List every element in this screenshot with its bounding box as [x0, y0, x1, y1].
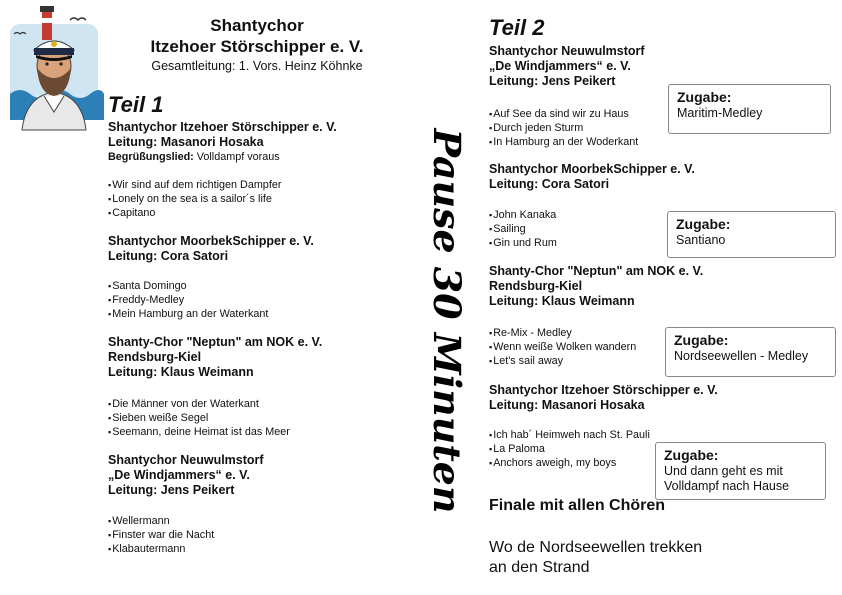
- encore-label: Zugabe:: [677, 89, 732, 105]
- list-item: ▪ Sailing: [489, 222, 557, 236]
- encore-song-line2: Volldampf nach Hause: [664, 479, 790, 493]
- choir-name: Shantychor Neuwulmstorf: [108, 453, 264, 467]
- closing-song: [489, 538, 702, 578]
- list-item: ▪ Die Männer von der Waterkant: [108, 397, 290, 411]
- choir-name: Shantychor Itzehoer Störschipper e. V.: [489, 383, 718, 397]
- part2-block2-songs: [489, 208, 557, 250]
- list-item: ▪ La Paloma: [489, 442, 650, 456]
- part2-block4-songs: [489, 428, 650, 470]
- encore-song: Santiano: [676, 233, 726, 247]
- header-subtitle: Gesamtleitung: 1. Vors. Heinz Köhnke: [151, 59, 363, 73]
- part1-heading: Teil 1: [108, 92, 164, 117]
- conductor: Leitung: Masanori Hosaka: [489, 398, 645, 412]
- list-item: ▪ John Kanaka: [489, 208, 557, 222]
- list-item: ▪ In Hamburg an der Woderkant: [489, 135, 638, 149]
- encore-box-2: [667, 211, 836, 258]
- choir-name-2: „De Windjammers“ e. V.: [108, 468, 250, 482]
- pause-banner: [425, 126, 469, 516]
- conductor: Leitung: Masanori Hosaka: [108, 135, 264, 149]
- list-item: ▪ Wir sind auf dem richtigen Dampfer: [108, 178, 281, 192]
- choir-name: Shantychor Itzehoer Störschipper e. V.: [108, 120, 337, 134]
- list-item: ▪ Lonely on the sea is a sailor´s life: [108, 192, 281, 206]
- finale-heading: Finale mit allen Chören: [489, 497, 666, 514]
- header-title-line2: Itzehoer Störschipper e. V.: [150, 37, 364, 56]
- list-item: ▪ Finster war die Nacht: [108, 528, 214, 542]
- conductor: Leitung: Klaus Weimann: [489, 294, 635, 308]
- part1-block2-header: [108, 234, 314, 264]
- encore-song: Maritim-Medley: [677, 106, 763, 120]
- encore-label: Zugabe:: [676, 216, 731, 232]
- conductor: Leitung: Klaus Weimann: [108, 365, 254, 379]
- list-item: ▪ Auf See da sind wir zu Haus: [489, 107, 638, 121]
- part2-block1-header: [489, 44, 645, 89]
- choir-name-2: „De Windjammers“ e. V.: [489, 59, 631, 73]
- choir-name: Shanty-Chor "Neptun" am NOK e. V.: [108, 335, 323, 349]
- encore-box-1: [668, 84, 831, 134]
- list-item: ▪ Gin und Rum: [489, 236, 557, 250]
- part1-block1-songs: [108, 178, 281, 220]
- pause-text: Pause 30 Minuten: [425, 128, 469, 505]
- conductor: Leitung: Cora Satori: [489, 177, 610, 191]
- part2-heading: Teil 2: [489, 15, 545, 40]
- choir-name: Shantychor Neuwulmstorf: [489, 44, 645, 58]
- list-item: ▪ Seemann, deine Heimat ist das Meer: [108, 425, 290, 439]
- choir-location: Rendsburg-Kiel: [108, 350, 202, 364]
- choir-name: Shantychor MoorbekSchipper e. V.: [108, 234, 314, 248]
- part1-block1-header: [108, 120, 337, 150]
- list-item: ▪ Wellermann: [108, 514, 214, 528]
- conductor: Leitung: Jens Peikert: [489, 74, 616, 88]
- part1-block4-songs: [108, 514, 214, 556]
- list-item: ▪ Mein Hamburg an der Waterkant: [108, 307, 268, 321]
- encore-box-3: [665, 327, 836, 377]
- list-item: ▪ Wenn weiße Wolken wandern: [489, 340, 636, 354]
- part2-block4-header: [489, 383, 718, 413]
- encore-box-4: [655, 442, 826, 500]
- part2-block3-songs: [489, 326, 636, 368]
- choir-name: Shantychor MoorbekSchipper e. V.: [489, 162, 695, 176]
- conductor: Leitung: Jens Peikert: [108, 483, 235, 497]
- list-item: ▪ Capitano: [108, 206, 281, 220]
- greeting-line: [108, 151, 280, 163]
- part1-block4-header: [108, 453, 264, 498]
- header-title-line1: Shantychor: [210, 16, 304, 35]
- closing-line2: an den Strand: [489, 559, 590, 576]
- encore-label: Zugabe:: [664, 447, 719, 463]
- list-item: ▪ Let's sail away: [489, 354, 636, 368]
- greeting-label: Begrüßungslied:: [108, 151, 194, 163]
- encore-song: Nordseewellen - Medley: [674, 349, 809, 363]
- list-item: ▪ Freddy-Medley: [108, 293, 268, 307]
- list-item: ▪ Durch jeden Sturm: [489, 121, 638, 135]
- choir-name: Shanty-Chor "Neptun" am NOK e. V.: [489, 264, 704, 278]
- list-item: ▪ Santa Domingo: [108, 279, 268, 293]
- greeting-song: Volldampf voraus: [196, 151, 280, 163]
- list-item: ▪ Ich hab´ Heimweh nach St. Pauli: [489, 428, 650, 442]
- list-item: ▪ Anchors aweigh, my boys: [489, 456, 650, 470]
- list-item: ▪ Re-Mix - Medley: [489, 326, 636, 340]
- list-item: ▪ Sieben weiße Segel: [108, 411, 290, 425]
- part1-block2-songs: [108, 279, 268, 321]
- part2-block1-songs: [489, 107, 638, 149]
- choir-location: Rendsburg-Kiel: [489, 279, 583, 293]
- part1-block3-header: [108, 335, 322, 380]
- encore-label: Zugabe:: [674, 332, 729, 348]
- list-item: ▪ Klabautermann: [108, 542, 214, 556]
- sailor-logo-icon: [4, 4, 104, 130]
- closing-line1: Wo de Nordseewellen trekken: [489, 539, 703, 556]
- conductor: Leitung: Cora Satori: [108, 249, 229, 263]
- part1-block3-songs: [108, 397, 290, 439]
- encore-song-line1: Und dann geht es mit: [664, 464, 783, 478]
- part2-block3-header: [489, 264, 703, 309]
- part2-block2-header: [489, 162, 695, 192]
